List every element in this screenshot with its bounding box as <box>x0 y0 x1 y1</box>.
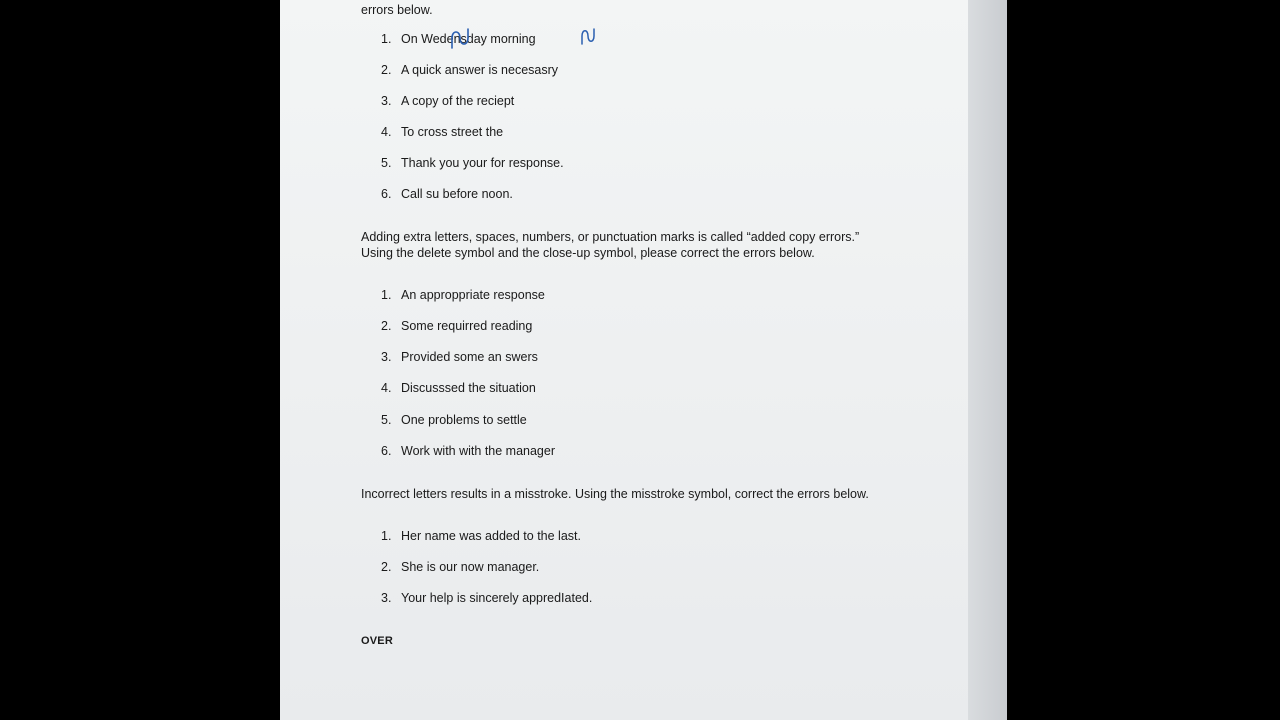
section3-item-2 <box>381 560 539 574</box>
item-text: On Wedensday morning <box>401 32 536 46</box>
transpose-mark-icon <box>447 26 473 52</box>
item-number: 5. <box>381 156 392 170</box>
item-text: Some requirred reading <box>401 319 533 333</box>
section2-item-6 <box>381 444 555 458</box>
section2-item-3 <box>381 350 538 364</box>
section1-tail: errors below. <box>361 3 433 17</box>
item-number: 1. <box>381 529 392 543</box>
item-text: Work with with the manager <box>401 444 555 458</box>
item-text: An approppriate response <box>401 288 545 302</box>
item-number: 5. <box>381 413 392 427</box>
item-number: 4. <box>381 125 392 139</box>
item-text: Discusssed the situation <box>401 381 536 395</box>
item-number: 3. <box>381 591 392 605</box>
section1-item-6 <box>381 187 513 201</box>
item-number: 4. <box>381 381 392 395</box>
item-number: 1. <box>381 32 392 46</box>
item-number: 6. <box>381 444 392 458</box>
section3-intro: Incorrect letters results in a misstroke. Using the misstroke symbol, correct the errors below. <box>361 487 869 501</box>
item-text: A copy of the reciept <box>401 94 515 108</box>
section2-item-5 <box>381 413 527 427</box>
item-text: Provided some an swers <box>401 350 538 364</box>
paper-edge <box>968 0 1007 720</box>
item-number: 3. <box>381 350 392 364</box>
item-text: Thank you your for response. <box>401 156 564 170</box>
over-label: OVER <box>361 635 393 647</box>
item-number: 2. <box>381 63 392 77</box>
section2-item-1 <box>381 288 545 302</box>
section1-item-5 <box>381 156 564 170</box>
item-text: A quick answer is necesasry <box>401 63 559 77</box>
item-number: 3. <box>381 94 392 108</box>
item-text: Your help is sincerely appredIated. <box>401 591 593 605</box>
item-text: One problems to settle <box>401 413 527 427</box>
section1-item-3 <box>381 94 514 108</box>
item-text: To cross street the <box>401 125 504 139</box>
section2-item-2 <box>381 319 532 333</box>
item-text: Call su before noon. <box>401 187 513 201</box>
item-text: Her name was added to the last. <box>401 529 581 543</box>
section3-item-1 <box>381 529 581 543</box>
section1-item-4 <box>381 125 503 139</box>
item-number: 2. <box>381 560 392 574</box>
item-text: She is our now manager. <box>401 560 540 574</box>
section2-item-4 <box>381 381 536 395</box>
section2-intro: Adding extra letters, spaces, numbers, or punctuation marks is called “added copy errors.” Using the delete symbol and the close-up symbol, please correct the errors below. <box>361 230 860 260</box>
item-number: 6. <box>381 187 392 201</box>
item-number: 2. <box>381 319 392 333</box>
section1-item-2 <box>381 63 558 77</box>
transpose-margin-mark-icon <box>578 26 598 48</box>
section3-item-3 <box>381 591 592 605</box>
item-number: 1. <box>381 288 392 302</box>
